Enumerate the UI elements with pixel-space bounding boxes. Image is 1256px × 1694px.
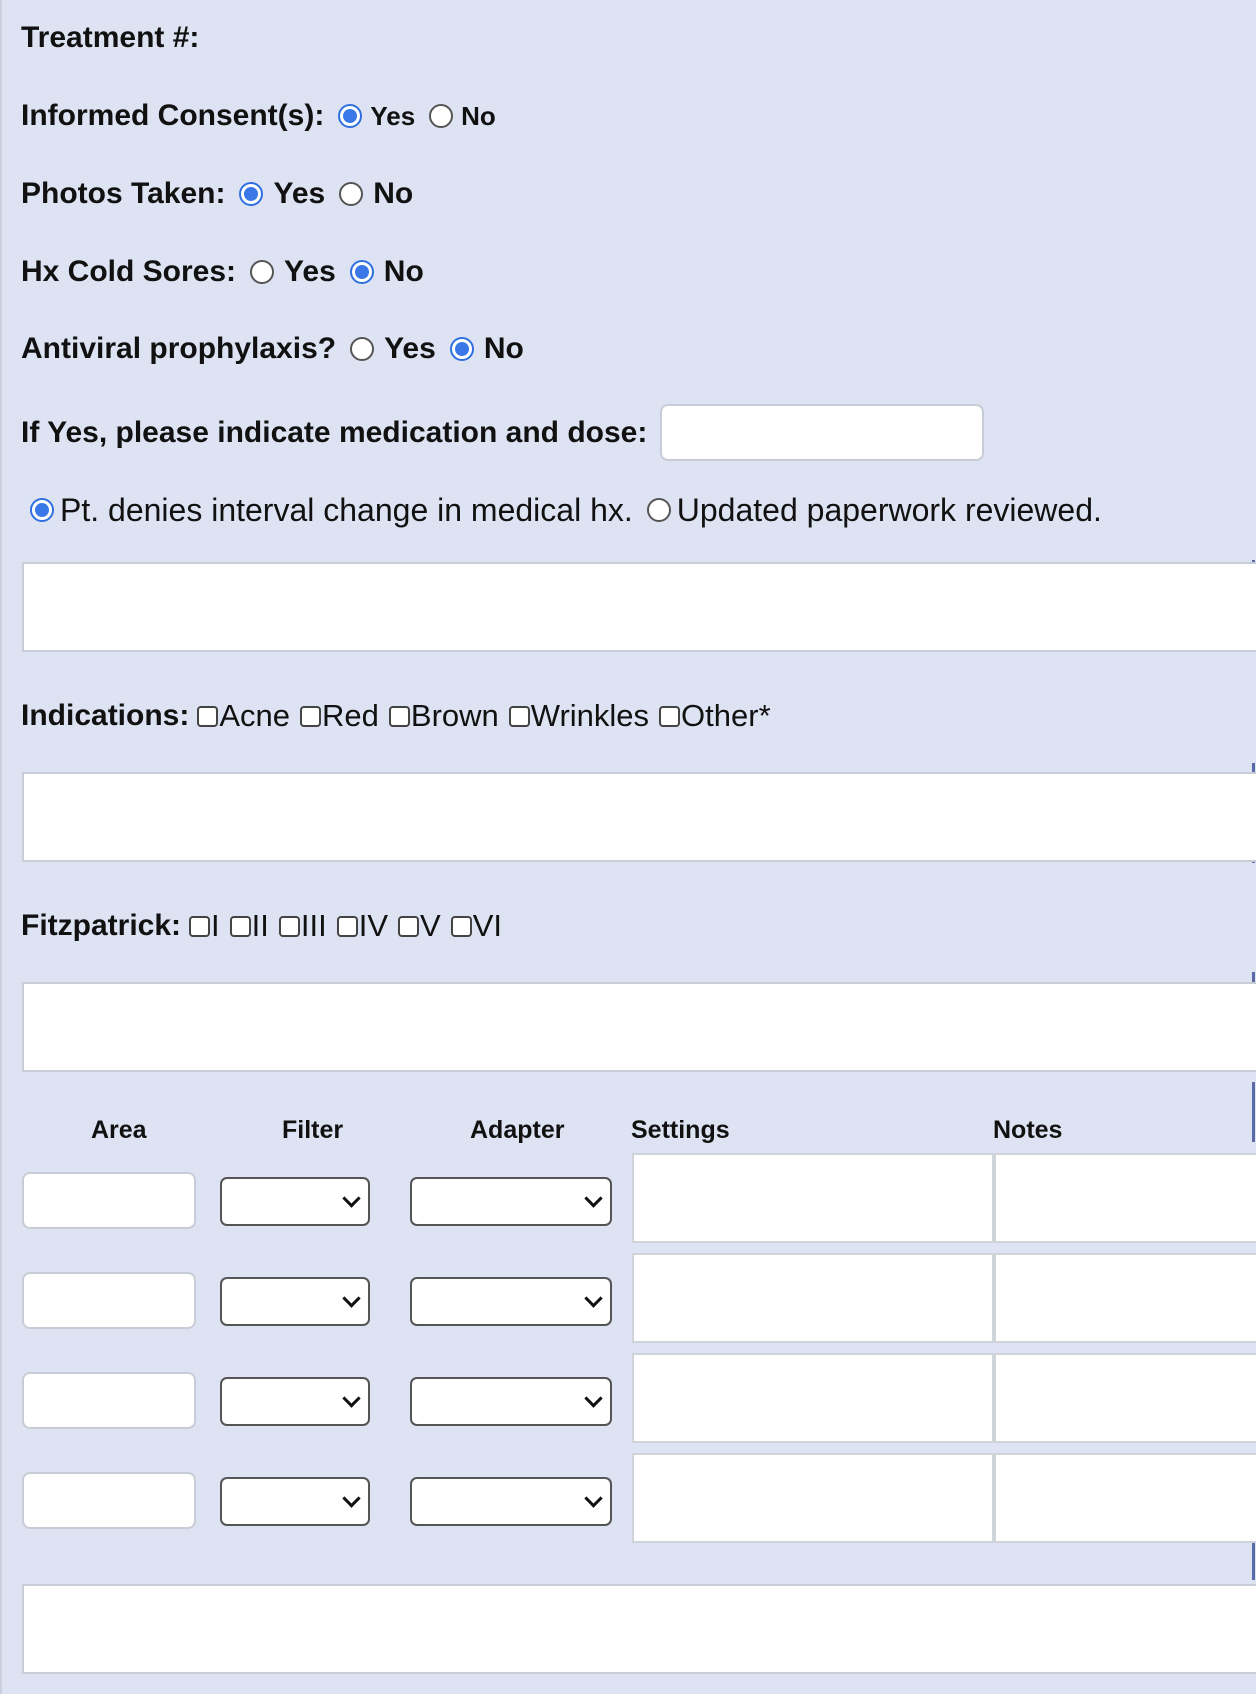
indications-notes-textarea[interactable]	[22, 772, 1256, 862]
indication-acne-checkbox[interactable]	[197, 706, 218, 727]
chevron-down-icon	[342, 1189, 360, 1207]
filter-select[interactable]	[220, 1377, 370, 1426]
medication-input[interactable]	[660, 404, 984, 461]
cold-sores-label: Hx Cold Sores:	[21, 255, 237, 288]
history-row	[30, 488, 1102, 532]
cold-sores-no-radio[interactable]	[350, 260, 374, 284]
final-notes-textarea[interactable]	[22, 1584, 1256, 1674]
fitzpatrick-v-label: V	[420, 908, 441, 943]
notes-column-header: Notes	[993, 1116, 1063, 1144]
informed-consent-label: Informed Consent(s):	[21, 99, 325, 132]
consent-yes-label: Yes	[370, 100, 416, 131]
chevron-down-icon	[584, 1489, 602, 1507]
cold-sores-row	[21, 250, 424, 294]
cold-sores-no-label: No	[383, 255, 424, 288]
chevron-down-icon	[584, 1389, 602, 1407]
area-input[interactable]	[22, 1372, 196, 1429]
area-input[interactable]	[22, 1172, 196, 1229]
adapter-select[interactable]	[410, 1277, 612, 1326]
indication-wrinkles-label: Wrinkles	[530, 698, 650, 733]
photos-no-label: No	[373, 177, 414, 210]
medication-label: If Yes, please indicate medication and dose:	[21, 416, 648, 449]
photos-no-radio[interactable]	[339, 182, 363, 206]
indication-brown-label: Brown	[410, 698, 499, 733]
filter-select[interactable]	[220, 1177, 370, 1226]
photos-yes-label: Yes	[273, 177, 326, 210]
treatment-number-label: Treatment #:	[21, 21, 200, 54]
settings-textarea[interactable]	[632, 1353, 994, 1443]
filter-select[interactable]	[220, 1277, 370, 1326]
fitzpatrick-v-checkbox[interactable]	[398, 916, 419, 937]
notes-textarea[interactable]	[994, 1453, 1256, 1543]
antiviral-row	[21, 327, 524, 371]
filter-select[interactable]	[220, 1477, 370, 1526]
antiviral-no-label: No	[483, 332, 524, 365]
consent-no-label: No	[461, 100, 496, 131]
consent-yes-radio[interactable]	[338, 104, 362, 128]
settings-textarea[interactable]	[632, 1253, 994, 1343]
indication-other-checkbox[interactable]	[659, 706, 680, 727]
antiviral-label: Antiviral prophylaxis?	[21, 332, 337, 365]
notes-textarea[interactable]	[994, 1153, 1256, 1243]
indication-red-checkbox[interactable]	[300, 706, 321, 727]
fitzpatrick-vi-label: VI	[472, 908, 503, 943]
fitzpatrick-row	[21, 904, 502, 948]
area-input[interactable]	[22, 1472, 196, 1529]
adapter-select[interactable]	[410, 1177, 612, 1226]
chevron-down-icon	[342, 1289, 360, 1307]
indication-wrinkles-checkbox[interactable]	[509, 706, 530, 727]
fitzpatrick-iii-label: III	[300, 908, 327, 943]
area-input[interactable]	[22, 1272, 196, 1329]
right-border-segment	[1252, 1082, 1255, 1142]
indication-acne-label: Acne	[219, 698, 291, 733]
consent-no-radio[interactable]	[429, 104, 453, 128]
fitzpatrick-iv-label: IV	[358, 908, 389, 943]
antiviral-yes-label: Yes	[384, 332, 436, 365]
left-border	[0, 0, 2, 1694]
settings-column-header: Settings	[631, 1116, 730, 1144]
adapter-select[interactable]	[410, 1377, 612, 1426]
fitzpatrick-ii-checkbox[interactable]	[230, 916, 251, 937]
photos-yes-radio[interactable]	[239, 182, 263, 206]
fitzpatrick-ii-label: II	[251, 908, 269, 943]
adapter-column-header: Adapter	[470, 1116, 565, 1144]
cold-sores-yes-label: Yes	[284, 255, 336, 288]
history-paperwork-radio[interactable]	[647, 498, 671, 522]
chevron-down-icon	[342, 1389, 360, 1407]
fitzpatrick-i-label: I	[211, 908, 220, 943]
medication-row	[21, 411, 647, 455]
fitzpatrick-notes-textarea[interactable]	[22, 982, 1256, 1072]
history-denies-radio[interactable]	[30, 498, 54, 522]
area-column-header: Area	[91, 1116, 147, 1144]
settings-textarea[interactable]	[632, 1453, 994, 1543]
indications-label: Indications:	[21, 699, 190, 732]
antiviral-yes-radio[interactable]	[350, 337, 374, 361]
treatment-number-row	[21, 16, 199, 60]
fitzpatrick-vi-checkbox[interactable]	[451, 916, 472, 937]
notes-textarea[interactable]	[994, 1353, 1256, 1443]
adapter-select[interactable]	[410, 1477, 612, 1526]
indication-brown-checkbox[interactable]	[389, 706, 410, 727]
fitzpatrick-label: Fitzpatrick:	[21, 909, 182, 942]
history-notes-textarea[interactable]	[22, 562, 1256, 652]
right-border-segment	[1252, 1540, 1255, 1580]
history-denies-label: Pt. denies interval change in medical hx.	[60, 491, 633, 528]
indication-red-label: Red	[322, 698, 379, 733]
filter-column-header: Filter	[282, 1116, 344, 1144]
notes-textarea[interactable]	[994, 1253, 1256, 1343]
chevron-down-icon	[584, 1189, 602, 1207]
chevron-down-icon	[342, 1489, 360, 1507]
informed-consent-row	[21, 94, 496, 138]
history-paperwork-label: Updated paperwork reviewed.	[676, 491, 1102, 528]
chevron-down-icon	[584, 1289, 602, 1307]
cold-sores-yes-radio[interactable]	[250, 260, 274, 284]
fitzpatrick-i-checkbox[interactable]	[189, 916, 210, 937]
photos-taken-row	[21, 172, 413, 216]
settings-textarea[interactable]	[632, 1153, 994, 1243]
indication-other-label: Other*	[681, 698, 771, 733]
fitzpatrick-iv-checkbox[interactable]	[337, 916, 358, 937]
antiviral-no-radio[interactable]	[450, 337, 474, 361]
indications-row	[21, 694, 771, 738]
fitzpatrick-iii-checkbox[interactable]	[279, 916, 300, 937]
photos-taken-label: Photos Taken:	[21, 177, 226, 210]
